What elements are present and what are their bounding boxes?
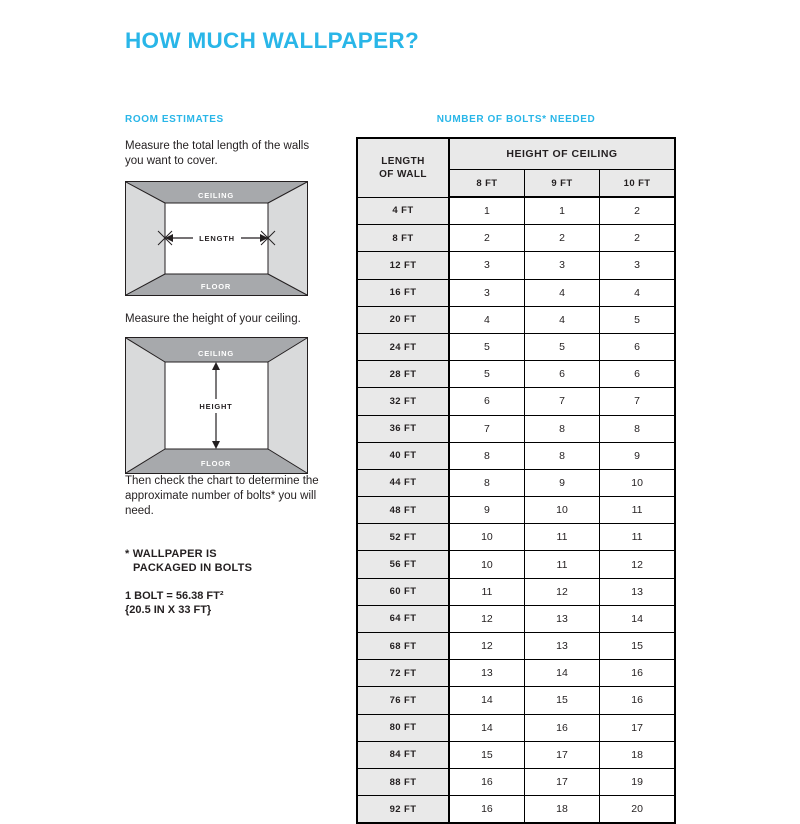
table-row — [357, 333, 675, 360]
table-row — [357, 497, 675, 524]
cell-bolts-count: 5 — [449, 361, 524, 388]
table-header-row-group — [357, 138, 675, 170]
table-body — [357, 197, 675, 823]
row-header-wall-length: 60 FT — [357, 578, 449, 605]
cell-bolts-count: 14 — [449, 714, 524, 741]
row-header-wall-length: 80 FT — [357, 714, 449, 741]
row-header-wall-length: 92 FT — [357, 796, 449, 824]
cell-bolts-count: 15 — [524, 687, 599, 714]
row-header-wall-length: 56 FT — [357, 551, 449, 578]
row-header-wall-length: 44 FT — [357, 469, 449, 496]
section-heading-room-estimates: ROOM ESTIMATES — [125, 114, 224, 125]
row-header-wall-length: 88 FT — [357, 768, 449, 795]
row-header-wall-length: 16 FT — [357, 279, 449, 306]
cell-bolts-count: 9 — [524, 469, 599, 496]
cell-bolts-count: 7 — [449, 415, 524, 442]
table-row — [357, 714, 675, 741]
cell-bolts-count: 10 — [449, 524, 524, 551]
corner-header-line-1: LENGTH — [381, 155, 425, 167]
cell-bolts-count: 11 — [449, 578, 524, 605]
step-1-text: Measure the total length of the walls you want to cover. — [125, 140, 310, 167]
cell-bolts-count: 14 — [449, 687, 524, 714]
cell-bolts-count: 6 — [524, 361, 599, 388]
cell-bolts-count: 20 — [600, 796, 675, 824]
cell-bolts-count: 11 — [524, 551, 599, 578]
bolt-dimensions-line: {20.5 IN X 33 FT} — [125, 604, 212, 616]
table-row — [357, 605, 675, 632]
cell-bolts-count: 13 — [524, 605, 599, 632]
cell-bolts-count: 19 — [600, 768, 675, 795]
page-title: HOW MUCH WALLPAPER? — [125, 28, 420, 53]
cell-bolts-count: 3 — [524, 252, 599, 279]
row-header-wall-length: 72 FT — [357, 660, 449, 687]
cell-bolts-count: 18 — [524, 796, 599, 824]
cell-bolts-count: 15 — [449, 741, 524, 768]
table-row — [357, 388, 675, 415]
cell-bolts-count: 1 — [524, 197, 599, 225]
table-row — [357, 551, 675, 578]
table-row — [357, 687, 675, 714]
step-3-text: Then check the chart to determine the approximate number of bolts* you will need. — [125, 475, 319, 517]
cell-bolts-count: 16 — [600, 687, 675, 714]
row-header-wall-length: 20 FT — [357, 306, 449, 333]
cell-bolts-count: 5 — [600, 306, 675, 333]
cell-bolts-count: 5 — [524, 333, 599, 360]
svg-text:HEIGHT: HEIGHT — [199, 402, 233, 411]
bolt-area-line: 1 BOLT = 56.38 FT² — [125, 590, 224, 602]
cell-bolts-count: 17 — [524, 768, 599, 795]
row-header-wall-length: 12 FT — [357, 252, 449, 279]
table-row — [357, 633, 675, 660]
row-header-wall-length: 76 FT — [357, 687, 449, 714]
cell-bolts-count: 7 — [600, 388, 675, 415]
cell-bolts-count: 8 — [600, 415, 675, 442]
cell-bolts-count: 18 — [600, 741, 675, 768]
cell-bolts-count: 1 — [449, 197, 524, 225]
bolts-table-column — [356, 114, 676, 824]
table-row — [357, 361, 675, 388]
cell-bolts-count: 10 — [600, 469, 675, 496]
cell-bolts-count: 9 — [449, 497, 524, 524]
table-row — [357, 524, 675, 551]
row-header-wall-length: 64 FT — [357, 605, 449, 632]
room-diagram-length — [125, 181, 308, 296]
cell-bolts-count: 4 — [600, 279, 675, 306]
row-header-wall-length: 24 FT — [357, 333, 449, 360]
row-header-wall-length: 48 FT — [357, 497, 449, 524]
cell-bolts-count: 13 — [524, 633, 599, 660]
cell-bolts-count: 8 — [524, 415, 599, 442]
cell-bolts-count: 3 — [600, 252, 675, 279]
cell-bolts-count: 6 — [449, 388, 524, 415]
bolts-needed-table — [356, 137, 676, 824]
cell-bolts-count: 6 — [600, 361, 675, 388]
svg-text:CEILING: CEILING — [197, 349, 235, 358]
svg-text:FLOOR: FLOOR — [200, 282, 232, 291]
row-header-wall-length: 68 FT — [357, 633, 449, 660]
row-header-wall-length: 28 FT — [357, 361, 449, 388]
cell-bolts-count: 12 — [449, 605, 524, 632]
cell-bolts-count: 14 — [524, 660, 599, 687]
bolt-size-note — [125, 589, 325, 617]
cell-bolts-count: 4 — [524, 306, 599, 333]
cell-bolts-count: 5 — [449, 333, 524, 360]
table-row — [357, 660, 675, 687]
table-caption: NUMBER OF BOLTS* NEEDED — [436, 114, 596, 125]
cell-bolts-count: 16 — [449, 768, 524, 795]
column-header-8ft: 8 FT — [449, 170, 524, 198]
row-header-wall-length: 4 FT — [357, 197, 449, 225]
cell-bolts-count: 6 — [600, 333, 675, 360]
cell-bolts-count: 16 — [449, 796, 524, 824]
cell-bolts-count: 3 — [449, 279, 524, 306]
cell-bolts-count: 11 — [600, 524, 675, 551]
svg-text:FLOOR: FLOOR — [200, 459, 232, 468]
row-header-wall-length: 36 FT — [357, 415, 449, 442]
cell-bolts-count: 4 — [524, 279, 599, 306]
table-row — [357, 225, 675, 252]
cell-bolts-count: 16 — [600, 660, 675, 687]
table-row — [357, 469, 675, 496]
room-estimates-column — [125, 114, 325, 617]
cell-bolts-count: 8 — [449, 442, 524, 469]
cell-bolts-count: 9 — [600, 442, 675, 469]
table-row — [357, 578, 675, 605]
table-row — [357, 306, 675, 333]
cell-bolts-count: 11 — [600, 497, 675, 524]
cell-bolts-count: 10 — [449, 551, 524, 578]
row-header-wall-length: 8 FT — [357, 225, 449, 252]
row-header-wall-length: 84 FT — [357, 741, 449, 768]
table-row — [357, 252, 675, 279]
cell-bolts-count: 4 — [449, 306, 524, 333]
note-line-1: * WALLPAPER IS — [125, 548, 217, 560]
corner-header — [357, 138, 449, 197]
wallpaper-note — [125, 547, 325, 575]
table-row — [357, 442, 675, 469]
cell-bolts-count: 8 — [449, 469, 524, 496]
table-row — [357, 741, 675, 768]
cell-bolts-count: 8 — [524, 442, 599, 469]
cell-bolts-count: 13 — [600, 578, 675, 605]
cell-bolts-count: 2 — [600, 225, 675, 252]
group-header-height-of-ceiling: HEIGHT OF CEILING — [449, 138, 675, 170]
cell-bolts-count: 12 — [524, 578, 599, 605]
cell-bolts-count: 13 — [449, 660, 524, 687]
cell-bolts-count: 2 — [524, 225, 599, 252]
table-header — [357, 138, 675, 197]
table-row — [357, 415, 675, 442]
note-line-2: PACKAGED IN BOLTS — [133, 562, 253, 574]
svg-text:CEILING: CEILING — [197, 191, 235, 200]
table-row — [357, 768, 675, 795]
column-header-10ft: 10 FT — [600, 170, 675, 198]
cell-bolts-count: 3 — [449, 252, 524, 279]
cell-bolts-count: 12 — [600, 551, 675, 578]
table-row — [357, 279, 675, 306]
table-row — [357, 197, 675, 225]
svg-text:LENGTH: LENGTH — [199, 234, 235, 243]
cell-bolts-count: 7 — [524, 388, 599, 415]
cell-bolts-count: 12 — [449, 633, 524, 660]
cell-bolts-count: 15 — [600, 633, 675, 660]
column-header-9ft: 9 FT — [524, 170, 599, 198]
room-diagram-height — [125, 337, 308, 468]
cell-bolts-count: 14 — [600, 605, 675, 632]
corner-header-line-2: OF WALL — [379, 168, 427, 180]
cell-bolts-count: 11 — [524, 524, 599, 551]
cell-bolts-count: 10 — [524, 497, 599, 524]
row-header-wall-length: 32 FT — [357, 388, 449, 415]
step-2-text: Measure the height of your ceiling. — [125, 313, 301, 325]
row-header-wall-length: 52 FT — [357, 524, 449, 551]
cell-bolts-count: 16 — [524, 714, 599, 741]
row-header-wall-length: 40 FT — [357, 442, 449, 469]
cell-bolts-count: 2 — [600, 197, 675, 225]
cell-bolts-count: 17 — [600, 714, 675, 741]
cell-bolts-count: 17 — [524, 741, 599, 768]
cell-bolts-count: 2 — [449, 225, 524, 252]
